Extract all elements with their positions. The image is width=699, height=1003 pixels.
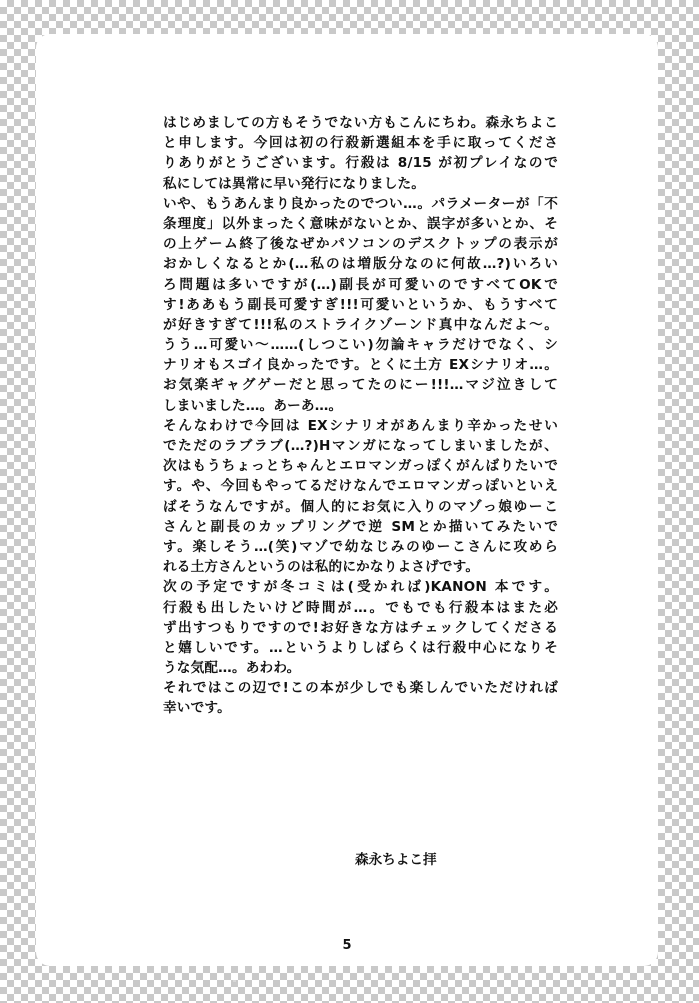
- afterword-line: と嬉しいです。…というよりしばらくは行殺中心になりそ: [163, 639, 558, 656]
- author-signature: 森永ちよこ拝: [355, 852, 437, 868]
- afterword-line: の上ゲーム終了後なぜかパソコンのデスクトップの表示が: [163, 236, 558, 253]
- scan-speck: [233, 980, 236, 982]
- afterword-line: 私にしては異常に早い発行になりました。: [163, 175, 426, 192]
- afterword-line: そんなわけで今回は EXシナリオがあんまり辛かったせい: [163, 417, 558, 434]
- afterword-line: でただのラブラブ(…?)Hマンガになってしまいましたが、: [163, 438, 558, 454]
- afterword-body: [163, 113, 558, 719]
- text-panel: [40, 38, 654, 962]
- afterword-line: いや、もうあんまり良かったのでつい…。パラメーターが「不: [163, 195, 558, 212]
- afterword-line: お気楽ギャグゲーだと思ってたのにー!!!…マジ泣きして: [163, 377, 558, 394]
- afterword-line: おかしくなるとか(…私のは増版分なのに何故…?)いろい: [163, 256, 558, 273]
- afterword-line: 条理度」以外まったく意味がないとか、誤字が多いとか、そ: [163, 215, 558, 232]
- afterword-line: しまいました…。あーあ…。: [163, 397, 343, 414]
- afterword-line: れる土方さんというのは私的にかなりよさげです。: [163, 559, 480, 576]
- afterword-line: それではこの辺で!この本が少しでも楽しんでいただければ: [163, 680, 558, 697]
- afterword-line: さんと副長のカップリングで逆 SMとか描いてみたいで: [163, 518, 558, 535]
- afterword-line: ろ問題は多いですが(…)副長が可愛いのですべてOKで: [163, 276, 558, 293]
- afterword-line: 幸いです。: [163, 700, 231, 717]
- afterword-line: ナリオもスゴイ良かったです。とくに土方 EXシナリオ…。: [163, 357, 558, 374]
- afterword-line: 次の予定ですが冬コミは(受かれば)KANON 本です。: [163, 579, 558, 596]
- afterword-line: はじめましての方もそうでない方もこんにちわ。森永ちよこ: [163, 115, 558, 131]
- afterword-line: す!ああもう副長可愛すぎ!!!可愛いというか、もうすべて: [163, 296, 558, 313]
- afterword-line: りありがとうございます。行殺は 8/15 が初プレイなので: [163, 155, 558, 172]
- afterword-line: 行殺も出したいけど時間が…。でもでも行殺本はまた必: [163, 599, 558, 616]
- afterword-line: す。や、今回もやってるだけなんでエロマンガっぽいといえ: [163, 478, 558, 495]
- afterword-line: す。楽しそう…(笑)マゾで幼なじみのゆーこさんに攻めら: [163, 538, 558, 555]
- page-number: 5: [342, 938, 352, 953]
- afterword-line: うな気配…。あわわ。: [163, 660, 301, 677]
- afterword-line: ず出すつもりですので!お好きな方はチェックしてくださる: [163, 619, 558, 636]
- afterword-line: 次はもうちょっとちゃんとエロマンガっぽくがんばりたいで: [163, 458, 558, 475]
- afterword-line: ばそうなんですが。個人的にお気に入りのマゾっ娘ゆーこ: [163, 498, 558, 515]
- afterword-line: と申します。今回は初の行殺新選組本を手に取ってくださ: [163, 135, 558, 152]
- afterword-line: うう…可愛い～……(しつこい)勿論キャラだけでなく、シ: [163, 337, 558, 354]
- afterword-line: が好きすぎて!!!私のストライクゾーンド真中なんだよ～。: [163, 316, 558, 333]
- afterword-text-block: [40, 110, 654, 868]
